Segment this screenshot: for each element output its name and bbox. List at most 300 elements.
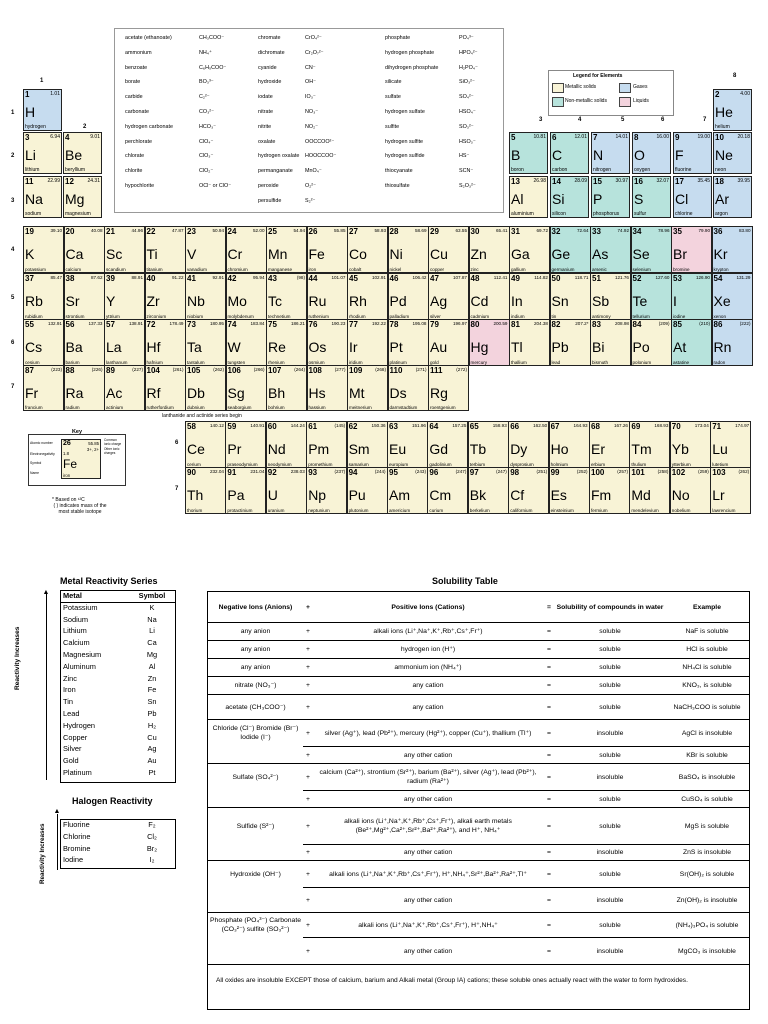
element-al xyxy=(509,176,548,218)
element-name: lanthanum xyxy=(106,360,128,365)
atomic-number: 84 xyxy=(632,320,642,329)
element-symbol: Ge xyxy=(551,246,571,262)
table-row xyxy=(61,768,175,779)
atomic-mass: 174.97 xyxy=(735,423,750,428)
atomic-mass: 26.98 xyxy=(533,178,546,184)
element-pd xyxy=(388,273,429,320)
atomic-mass: 112.41 xyxy=(493,275,508,280)
element-gd xyxy=(427,421,468,468)
key-symbol: Fe xyxy=(63,457,78,471)
element-symbol: He xyxy=(715,104,733,120)
anion-cell: any anion xyxy=(240,628,271,635)
element-symbol: Kr xyxy=(713,246,728,262)
element-bi xyxy=(590,319,631,366)
cation-cell: alkali ions (Li⁺,Na⁺,K⁺,Rb⁺,Cs⁺,Fr⁺), H⁺,NH₄⁺ xyxy=(358,921,498,929)
atomic-mass: 180.95 xyxy=(209,321,224,326)
key-charge: 3+, 2+ xyxy=(86,447,99,452)
element-symbol: Pd xyxy=(389,293,407,309)
atomic-number: 69 xyxy=(631,422,641,431)
element-symbol: Ba xyxy=(65,339,83,355)
element-symbol: P xyxy=(593,191,603,207)
element-symbol: Am xyxy=(389,487,410,503)
atomic-number: 103 xyxy=(712,468,726,477)
element-name: iridium xyxy=(349,360,363,365)
row-divider xyxy=(208,622,749,623)
element-k xyxy=(23,226,64,273)
atomic-mass: 52.00 xyxy=(253,228,265,233)
element-name: berkelium xyxy=(469,508,490,513)
element-name: tantalum xyxy=(187,360,205,365)
element-name: ytterbium xyxy=(671,462,691,467)
atomic-mass: 78.96 xyxy=(658,228,670,233)
element-name: lead xyxy=(551,360,561,365)
metal-symbol: Mg xyxy=(146,650,158,659)
element-sr xyxy=(64,273,105,320)
atomic-mass: 173.04 xyxy=(694,423,709,428)
plus-cell: + xyxy=(306,921,310,929)
element-symbol: Lr xyxy=(712,487,725,503)
ion-cell: chlorate xyxy=(125,153,145,160)
atomic-mass: 83.80 xyxy=(739,228,751,233)
solubility-title: Solubility Table xyxy=(432,576,498,586)
element-name: neptunium xyxy=(308,508,330,513)
example-cell: NH₄Cl is soluble xyxy=(682,664,732,671)
element-cf xyxy=(508,467,549,514)
atomic-mass: 183.84 xyxy=(250,321,265,326)
element-name: osmium xyxy=(308,360,325,365)
ion-cell: nitrite xyxy=(258,123,272,130)
example-cell: KBr is soluble xyxy=(686,751,728,759)
atomic-mass: (98) xyxy=(296,275,305,280)
element-symbol: Fe xyxy=(308,246,325,262)
atomic-number: 17 xyxy=(675,177,684,186)
ion-cell: perchlorate xyxy=(125,138,152,145)
element-pr xyxy=(225,421,266,468)
element-name: uranium xyxy=(267,508,285,513)
atomic-mass: 50.94 xyxy=(212,228,224,233)
reactivity-table xyxy=(60,590,176,783)
element-symbol: Cm xyxy=(429,487,452,503)
atomic-mass: 158.93 xyxy=(492,423,507,428)
ion-cell: CN⁻ xyxy=(305,64,316,71)
metal-symbol: Na xyxy=(147,614,157,624)
atomic-number: 66 xyxy=(510,422,520,431)
table-row xyxy=(61,733,175,744)
key-box xyxy=(28,434,126,486)
element-symbol: Ca xyxy=(65,246,84,262)
atomic-number: 28 xyxy=(389,227,399,236)
element-f xyxy=(673,132,712,174)
ion-cell: SO₄²⁻ xyxy=(459,94,474,101)
atomic-mass: 162.50 xyxy=(533,423,548,428)
ion-cell: OOCCOO²⁻ xyxy=(305,138,335,145)
group-label: 4 xyxy=(578,117,582,123)
ion-cell: HSO₃⁻ xyxy=(459,138,476,145)
element-name: fluorine xyxy=(675,167,692,173)
table-row xyxy=(61,697,175,708)
atomic-number: 14 xyxy=(552,177,561,186)
element-name: erbium xyxy=(591,462,606,467)
element-name: hydrogen xyxy=(25,124,46,130)
period-label: 7 xyxy=(11,384,15,390)
element-symbol: Na xyxy=(25,191,43,207)
element-lr xyxy=(710,467,751,514)
equals-cell: = xyxy=(547,822,551,830)
atomic-number: 99 xyxy=(550,468,560,477)
element-symbol: Fm xyxy=(591,487,612,503)
element-symbol: Ru xyxy=(308,293,327,309)
key-label-atomic: Atomic number xyxy=(30,441,53,445)
atomic-mass: 44.96 xyxy=(131,228,143,233)
element-legend xyxy=(548,70,674,116)
atomic-number: 50 xyxy=(551,274,561,283)
lanthanide-note: lanthanide and actinide series begin xyxy=(162,413,242,419)
cation-cell: any other cation xyxy=(403,849,453,856)
element-cl xyxy=(673,176,712,218)
atomic-mass: 69.72 xyxy=(536,228,548,233)
ion-cell: chlorite xyxy=(125,168,143,175)
solubility-cell: soluble xyxy=(599,703,621,711)
atomic-number: 61 xyxy=(308,422,318,431)
element-symbol: Sc xyxy=(106,246,123,262)
row-divider xyxy=(208,676,749,677)
element-name: cadmium xyxy=(470,314,490,319)
element-symbol: Tc xyxy=(268,293,282,309)
cation-cell: calcium (Ca²⁺), strontium (Sr²⁺), barium (Ba²⁺), silver (Ag⁺), lead (Pb²⁺), radium (Ra²⁺) xyxy=(319,769,537,785)
ion-reference-table xyxy=(114,28,504,213)
element-name: arsenic xyxy=(592,267,607,272)
element-name: barium xyxy=(65,360,80,365)
element-he xyxy=(713,89,752,131)
cation-cell: any cation xyxy=(412,682,444,689)
element-tc xyxy=(266,273,307,320)
atomic-number: 4 xyxy=(65,133,70,142)
element-th xyxy=(185,467,226,514)
atomic-number: 91 xyxy=(227,468,237,477)
element-rh xyxy=(347,273,388,320)
atomic-number: 83 xyxy=(592,320,601,329)
anion-cell xyxy=(208,939,303,963)
element-fe xyxy=(307,226,348,273)
element-name: thorium xyxy=(187,508,203,513)
element-symbol: Eu xyxy=(389,441,407,457)
atomic-mass: (257) xyxy=(617,469,628,474)
atomic-mass: 101.07 xyxy=(331,275,346,280)
group-label: 1 xyxy=(40,78,44,84)
element-symbol: Md xyxy=(631,487,651,503)
atomic-mass: 54.94 xyxy=(293,228,305,233)
element-name: europium xyxy=(389,462,409,467)
atomic-number: 30 xyxy=(470,227,480,236)
example-cell: KNO₃, is soluble xyxy=(682,682,732,689)
solubility-cell: soluble xyxy=(599,628,621,635)
atomic-mass: 164.93 xyxy=(573,423,588,428)
atomic-mass: 72.64 xyxy=(577,228,589,233)
element-na xyxy=(23,176,62,218)
cation-cell: any cation xyxy=(412,703,444,711)
atomic-mass: 121.76 xyxy=(614,275,629,280)
element-name: molybdenum xyxy=(227,314,254,319)
element-tm xyxy=(629,421,670,468)
legend-metal: Metallic solids xyxy=(565,84,597,90)
element-name: bismuth xyxy=(592,360,609,365)
ion-cell: O₂²⁻ xyxy=(305,183,316,189)
atomic-number: 104 xyxy=(146,366,160,375)
metal-symbol: Cu xyxy=(147,732,157,742)
element-lu xyxy=(710,421,751,468)
element-symbol: Mo xyxy=(227,293,247,309)
element-symbol: U xyxy=(267,487,278,503)
atomic-mass: 65.41 xyxy=(496,228,508,233)
ion-cell: BO₃³⁻ xyxy=(199,79,214,86)
element-os xyxy=(307,319,348,366)
solubility-footer: All oxides are insoluble EXCEPT those of calcium, barium and Alkali metal (Group IA) cations; these soluble ones actually react with the water to form hydroxides. xyxy=(216,977,688,984)
ion-cell: hydrogen carbonate xyxy=(125,123,173,130)
element-name: gadolinium xyxy=(429,462,452,467)
element-name: silicon xyxy=(552,211,566,217)
atomic-number: 53 xyxy=(673,274,682,283)
atomic-number: 109 xyxy=(349,366,363,375)
element-name: selenium xyxy=(632,267,651,272)
header-plus: + xyxy=(306,603,310,611)
element-name: oxygen xyxy=(634,167,651,173)
ion-cell: HSO₄⁻ xyxy=(459,109,476,115)
element-name: palladium xyxy=(389,314,410,319)
solubility-table xyxy=(207,591,750,1010)
element-hs xyxy=(307,365,348,411)
equals-cell: = xyxy=(547,646,551,653)
solubility-cell: insoluble xyxy=(596,849,624,856)
element-symbol: Nb xyxy=(187,293,205,309)
atomic-number: 70 xyxy=(671,422,681,431)
element-s xyxy=(632,176,671,218)
element-p xyxy=(591,176,630,218)
halogen-axis-label: Reactivity Increases xyxy=(39,823,46,884)
element-au xyxy=(428,319,469,366)
reactivity-arrow-head: ▲ xyxy=(42,589,50,596)
atomic-mass: (223) xyxy=(51,367,62,372)
atomic-number: 16 xyxy=(634,177,643,186)
anion-cell: acetate (CH₃COO⁻) xyxy=(225,703,286,711)
element-symbol: Os xyxy=(308,339,327,355)
element-re xyxy=(266,319,307,366)
element-symbol: Be xyxy=(65,147,83,163)
atomic-mass: 63.55 xyxy=(455,228,467,233)
element-name: samarium xyxy=(348,462,369,467)
element-hf xyxy=(145,319,186,366)
atomic-number: 68 xyxy=(591,422,600,431)
metal-symbol: Ag xyxy=(147,744,157,754)
element-tb xyxy=(468,421,509,468)
atomic-number: 58 xyxy=(187,422,196,431)
element-symbol: Bk xyxy=(469,487,487,503)
ion-cell: ammonium xyxy=(125,49,152,56)
element-symbol: Gd xyxy=(429,441,449,457)
atomic-mass: 20.18 xyxy=(737,134,750,140)
key-label-electro: Electronegativity xyxy=(30,452,55,456)
element-symbol: Ga xyxy=(511,246,530,262)
atomic-mass: 132.91 xyxy=(47,321,62,326)
header-equals: = xyxy=(547,603,551,611)
ion-cell: S₂O₃²⁻ xyxy=(459,183,476,189)
atomic-mass: 208.98 xyxy=(614,321,629,326)
element-name: mendelevium xyxy=(631,508,659,513)
element-name: einsteinium xyxy=(550,508,574,513)
element-name: lithium xyxy=(25,167,40,173)
atomic-mass: 87.62 xyxy=(91,275,103,280)
atomic-mass: 4.00 xyxy=(740,91,750,97)
element-ca xyxy=(64,226,105,273)
header-example: Example xyxy=(693,603,721,611)
element-name: gallium xyxy=(511,267,526,272)
atomic-mass: 106.42 xyxy=(412,275,427,280)
equals-cell: = xyxy=(547,795,551,803)
element-symbol: I xyxy=(673,293,677,309)
header-symbol: Symbol xyxy=(138,591,166,600)
element-si xyxy=(550,176,589,218)
atomic-number: 62 xyxy=(348,422,358,431)
halogen-arrow-line xyxy=(57,814,58,870)
atomic-mass: 58.93 xyxy=(374,228,386,233)
atomic-number: 78 xyxy=(389,320,399,329)
atomic-number: 32 xyxy=(551,227,561,236)
element-symbol: H xyxy=(25,104,36,120)
atomic-mass: (244) xyxy=(374,469,386,474)
legend-liquid: Liquids xyxy=(633,98,649,104)
element-name: germanium xyxy=(551,267,575,272)
element-name: xenon xyxy=(713,314,727,319)
element-name: tellurium xyxy=(632,314,650,319)
element-symbol: Rf xyxy=(146,385,161,401)
key-label-other: Other ionic charges xyxy=(104,447,120,455)
cation-cell: alkali ions (Li⁺,Na⁺,K⁺,Rb⁺,Cs⁺,Fr⁺), H⁺,NH₄⁺,Sr²⁺,Ba²⁺,Ra²⁺,Tl⁺ xyxy=(329,870,527,878)
element-sg xyxy=(226,365,267,411)
metal-symbol: Cl₂ xyxy=(147,831,157,841)
ion-cell: oxalate xyxy=(258,138,276,145)
element-symbol: At xyxy=(673,339,687,355)
element-symbol: Tb xyxy=(469,441,487,457)
element-pb xyxy=(550,319,591,366)
atomic-mass: (262) xyxy=(213,367,224,372)
ion-cell: hypochlorite xyxy=(125,183,155,189)
key-label-name: Name xyxy=(30,471,40,475)
metal-symbol: Al xyxy=(148,661,156,671)
ion-cell: phosphate xyxy=(385,35,411,41)
anion-cell: Sulfate (SO₄²⁻) xyxy=(232,773,279,781)
element-name: iodine xyxy=(673,314,686,319)
plus-cell: + xyxy=(306,751,310,759)
atomic-number: 10 xyxy=(715,133,724,142)
solubility-cell: insoluble xyxy=(596,947,624,955)
atomic-mass: (222) xyxy=(739,321,751,326)
ion-cell: SCN⁻ xyxy=(459,168,474,175)
atomic-number: 65 xyxy=(469,422,479,431)
example-cell: AgCl is insoluble xyxy=(681,729,733,737)
plus-cell: + xyxy=(306,773,310,781)
ion-cell: HOOCCOO⁻ xyxy=(305,153,337,160)
anion-cell xyxy=(208,748,303,762)
atomic-mass: (272) xyxy=(456,367,467,372)
group-label: 5 xyxy=(621,117,625,123)
atomic-number: 88 xyxy=(65,366,75,375)
row-subdivider xyxy=(303,937,749,938)
solubility-cell: soluble xyxy=(599,682,621,689)
element-ra xyxy=(64,365,105,411)
element-symbol: Ar xyxy=(715,191,729,207)
atomic-number: 94 xyxy=(348,468,358,477)
metal-name: Platinum xyxy=(63,768,92,777)
atomic-mass: 196.97 xyxy=(452,321,467,326)
element-symbol: C xyxy=(552,147,563,163)
ion-cell: CH₃COO⁻ xyxy=(199,35,225,41)
ion-cell: NO₂⁻ xyxy=(305,123,319,130)
element-symbol: Tl xyxy=(511,339,523,355)
element-symbol: Nd xyxy=(267,441,286,457)
element-name: nitrogen xyxy=(593,167,612,173)
equals-cell: = xyxy=(547,703,551,711)
table-row xyxy=(61,832,175,843)
element-symbol: Pu xyxy=(348,487,366,503)
cation-cell: silver (Ag⁺), lead (Pb²⁺), mercury (Hg²⁺), copper (Cu⁺), thallium (Tl⁺) xyxy=(324,729,532,737)
element-name: copper xyxy=(430,267,445,272)
element-name: radium xyxy=(65,405,80,410)
atomic-number: 37 xyxy=(25,274,34,283)
group-label: 3 xyxy=(539,117,543,123)
atomic-mass: 231.04 xyxy=(250,469,265,474)
metal-symbol: K xyxy=(149,602,155,612)
element-symbol: Er xyxy=(591,441,605,457)
atomic-number: 102 xyxy=(671,468,686,477)
element-xe xyxy=(712,273,753,320)
atomic-number: 85 xyxy=(673,320,682,329)
atomic-number: 19 xyxy=(25,227,34,236)
element-name: argon xyxy=(715,211,728,217)
element-symbol: Cu xyxy=(430,246,448,262)
element-po xyxy=(631,319,672,366)
metal-name: Aluminum xyxy=(63,661,96,671)
element-ba xyxy=(64,319,105,366)
atomic-mass: 58.69 xyxy=(415,228,427,233)
atomic-mass: 102.91 xyxy=(371,275,386,280)
table-header xyxy=(61,591,175,603)
element-symbol: Ag xyxy=(430,293,448,309)
atomic-mass: 55.85 xyxy=(334,228,346,233)
atomic-number: 73 xyxy=(187,320,196,329)
metal-name: Magnesium xyxy=(63,650,102,659)
ion-cell: SiO₃²⁻ xyxy=(459,79,475,86)
element-symbol: Sn xyxy=(551,293,569,309)
element-symbol: Xe xyxy=(713,293,731,309)
metal-name: Calcium xyxy=(63,638,90,648)
atomic-mass: 24.31 xyxy=(87,178,100,184)
atomic-number: 95 xyxy=(389,468,398,477)
equals-cell: = xyxy=(547,947,551,955)
element-symbol: Cf xyxy=(510,487,525,503)
element-symbol: Rg xyxy=(430,385,448,401)
row-subdivider xyxy=(303,887,749,888)
element-symbol: K xyxy=(25,246,35,262)
atomic-mass: 85.47 xyxy=(50,275,62,280)
key-label-common: Common ionic charge xyxy=(104,438,122,446)
ion-cell: nitrate xyxy=(258,109,273,115)
legend-gas-swatch xyxy=(619,83,631,93)
example-cell: NaCH₃COO is soluble xyxy=(673,703,741,711)
atomic-number: 71 xyxy=(712,422,722,431)
element-be xyxy=(63,132,102,174)
key-mass: 55.85 xyxy=(88,441,99,446)
ion-cell: peroxide xyxy=(258,183,279,189)
plus-cell: + xyxy=(306,646,310,653)
